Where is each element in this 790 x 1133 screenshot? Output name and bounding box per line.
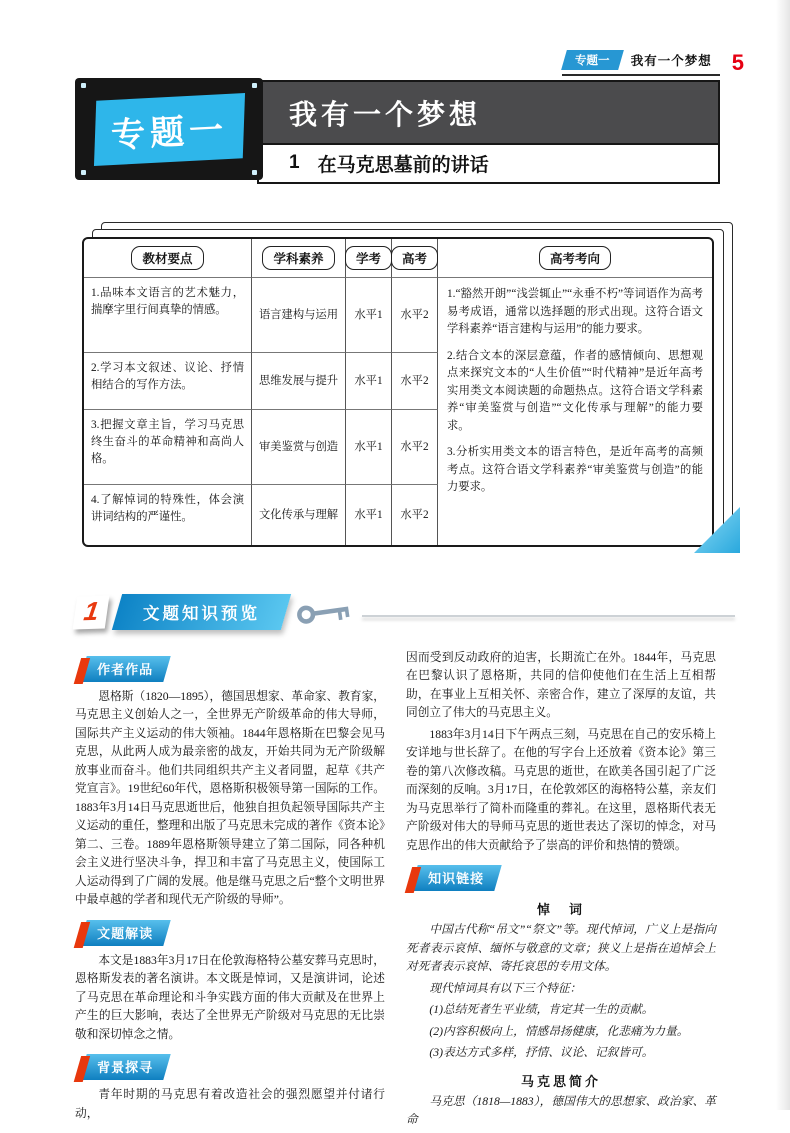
running-head-unit-badge bbox=[561, 50, 623, 70]
section-number: 1 bbox=[82, 595, 101, 626]
author-works-badge: 作者作品 bbox=[79, 656, 170, 682]
eulogy-feature-2: (2)内容积极向上，情感昂扬健康，化悲痛为力量。 bbox=[429, 1024, 689, 1038]
table-cell-gaokao-3: 水平2 bbox=[392, 409, 438, 484]
table-cell-literacy-4: 文化传承与理解 bbox=[252, 484, 346, 545]
kaoxiang-item: 3.分析实用类文本的语言特色，是近年高考的高频考点。这符合语文学科素养“审美鉴赏与创造”的能力要求。 bbox=[447, 446, 703, 493]
section-title: 文题知识预览 bbox=[143, 605, 261, 623]
left-column bbox=[75, 646, 385, 1133]
corner-dot bbox=[252, 83, 257, 88]
corner-dot bbox=[81, 170, 86, 175]
body-columns bbox=[75, 646, 716, 1133]
lesson-title-row bbox=[259, 143, 718, 181]
section-title-bar bbox=[112, 594, 291, 630]
kaoxiang-item: 2.结合文本的深层意蕴，作者的感情倾向、思想观点来探究文本的“人生价值”“时代精神”是近年高考实用类文本阅读题的命题热点。这符合语文学科素养“审美鉴赏与创造”“文化传承与理解”的能力要求。 bbox=[447, 349, 703, 432]
title-interpretation-badge: 文题解读 bbox=[79, 920, 170, 946]
lesson-number: 1 bbox=[289, 152, 300, 173]
running-head bbox=[562, 50, 744, 76]
title-interpretation-text: 本文是1883年3月17日在伦敦海格特公墓安葬马克思时，恩格斯发表的著名演讲。本文既是悼词，又是演讲词，论述了马克思在革命理论和斗争实践方面的伟大贡献及在世界上产生的巨大影响，表达了全世界无产阶级对马克思的无比崇敬和深切悼念之情。 bbox=[75, 953, 385, 1041]
table-cell-point-4: 4.了解悼词的特殊性，体会演讲词结构的严谨性。 bbox=[84, 484, 252, 545]
col-header-literacy: 学科素养 bbox=[252, 239, 346, 277]
table-cell-literacy-1: 语言建构与运用 bbox=[252, 277, 346, 352]
lesson-title: 在马克思墓前的讲话 bbox=[317, 154, 489, 176]
table-cell-point-2: 2.学习本文叙述、议论、抒情相结合的写作方法。 bbox=[84, 352, 252, 409]
background-badge: 背景探寻 bbox=[79, 1054, 170, 1080]
eulogy-feature-1: (1)总结死者生平业绩，肯定其一生的贡献。 bbox=[429, 1003, 654, 1017]
marx-intro-text: 马克思（1818—1883），德国伟大的思想家、政治家、革命 bbox=[406, 1094, 716, 1127]
right-column bbox=[406, 646, 716, 1133]
corner-dot bbox=[81, 83, 86, 88]
eulogy-heading: 悼 词 bbox=[536, 902, 585, 918]
unit-plate bbox=[75, 78, 263, 180]
kaoxiang-item: 1.“豁然开朗”“浅尝辄止”“永垂不朽”等词语作为高考易考成语，通常以选择题的形式出现。这符合语文学科素养“语言建构与运用”的能力要求。 bbox=[447, 288, 703, 335]
eulogy-text: 中国古代称“吊文”“祭文”等。现代悼词，广义上是指向死者表示哀悼、缅怀与敬意的文章；狭义上是指在追悼会上对死者表示哀悼、寄托哀思的专用文体。 bbox=[406, 923, 716, 974]
page-number: 5 bbox=[731, 50, 744, 75]
table-cell-xuekao-3: 水平1 bbox=[346, 409, 392, 484]
knowledge-link-badge: 知识链接 bbox=[410, 865, 501, 891]
table-cell-point-1: 1.品味本文语言的艺术魅力，揣摩字里行间真挚的情感。 bbox=[84, 277, 252, 352]
table-cell-xuekao-4: 水平1 bbox=[346, 484, 392, 545]
section-rule-line bbox=[362, 615, 735, 618]
col-header-points: 教材要点 bbox=[84, 239, 252, 277]
table-cell-xuekao-1: 水平1 bbox=[346, 277, 392, 352]
col-header-gaokao: 高考 bbox=[392, 239, 438, 277]
section-number-plate bbox=[73, 595, 110, 629]
table-cell-gaokao-2: 水平2 bbox=[392, 352, 438, 409]
page-edge-shading bbox=[776, 0, 790, 1110]
running-head-unit-label: 专题一 bbox=[575, 55, 610, 67]
table-cell-gaokao-1: 水平2 bbox=[392, 277, 438, 352]
background-text-left: 青年时期的马克思有着改造社会的强烈愿望并付诸行动， bbox=[75, 1088, 385, 1120]
chapter-title: 我有一个梦想 bbox=[259, 82, 718, 143]
overview-table-wrap bbox=[82, 237, 714, 545]
marx-intro-heading: 马克思简介 bbox=[520, 1073, 601, 1089]
section-banner bbox=[75, 594, 735, 630]
table-cell-kaoxiang bbox=[438, 277, 712, 545]
chapter-banner bbox=[75, 78, 720, 184]
table-cell-xuekao-2: 水平1 bbox=[346, 352, 392, 409]
running-head-title: 我有一个梦想 bbox=[630, 54, 712, 68]
background-text-2: 1883年3月14日下午两点三刻，马克思在自己的安乐椅上安详地与世长辞了。在他的写字台上还放着《资本论》第三卷的第八次修改稿。马克思的逝世，在欧美各国引起了广泛而深刻的反响。3月17日，在伦敦郊区的海格特公墓，亲友们为马克思举行了简朴而隆重的葬礼。在这里，恩格斯代表无产阶级对伟大的导师马克思的逝世表达了深切的悼念，对马克思作出的伟大贡献给予了崇高的评价和热情的赞颂。 bbox=[406, 727, 716, 852]
col-header-kaoxiang: 高考考向 bbox=[438, 239, 712, 277]
eulogy-feature-3: (3)表达方式多样，抒情、议论、记叙皆可。 bbox=[429, 1046, 654, 1060]
corner-dot bbox=[252, 170, 257, 175]
table-cell-point-3: 3.把握文章主旨，学习马克思终生奋斗的革命精神和高尚人格。 bbox=[84, 409, 252, 484]
background-text-continued: 因而受到反动政府的迫害，长期流亡在外。1844年，马克思在巴黎认识了恩格斯，共同的信仰使他们在生活上互相帮助，在事业上互相关怀、亲密合作，建立了深厚的友谊，共同创立了伟大的马克思主义。 bbox=[406, 651, 716, 720]
author-works-text: 恩格斯（1820—1895），德国思想家、革命家、教育家，马克思主义创始人之一，全世界无产阶级革命的伟大导师，国际共产主义运动的伟大领袖。1844年恩格斯在巴黎会见马克思，从此两人成为最亲密的战友，开始共同为无产阶级解放事业而奋斗。他们共同组织共产主义者同盟，起草《共产党宣言》。19世纪60年代，恩格斯积极领导第一国际的工作。1883年3月14日马克思逝世后，他独自担负起领导国际共产主义运动的重任，整理和出版了马克思未完成的著作《资本论》第二、三卷。1889年恩格斯领导建立了第二国际，同各种机会主义进行坚决斗争，捍卫和丰富了马克思主义，使国际工人运动得到了广阔的发展。他是继马克思之后“整个文明世界中最卓越的学者和现代无产阶级的导师”。 bbox=[75, 690, 385, 907]
unit-name: 专题一 bbox=[109, 110, 229, 155]
chapter-title-block bbox=[257, 80, 720, 184]
unit-name-box bbox=[93, 92, 244, 165]
eulogy-features-intro: 现代悼词具有以下三个特征： bbox=[429, 981, 582, 995]
table-cell-literacy-3: 审美鉴赏与创造 bbox=[252, 409, 346, 484]
table-cell-gaokao-4: 水平2 bbox=[392, 484, 438, 545]
running-head-group bbox=[562, 50, 720, 76]
col-header-xuekao: 学考 bbox=[346, 239, 392, 277]
key-icon bbox=[295, 594, 356, 630]
table-cell-literacy-2: 思维发展与提升 bbox=[252, 352, 346, 409]
overview-table bbox=[82, 237, 714, 547]
